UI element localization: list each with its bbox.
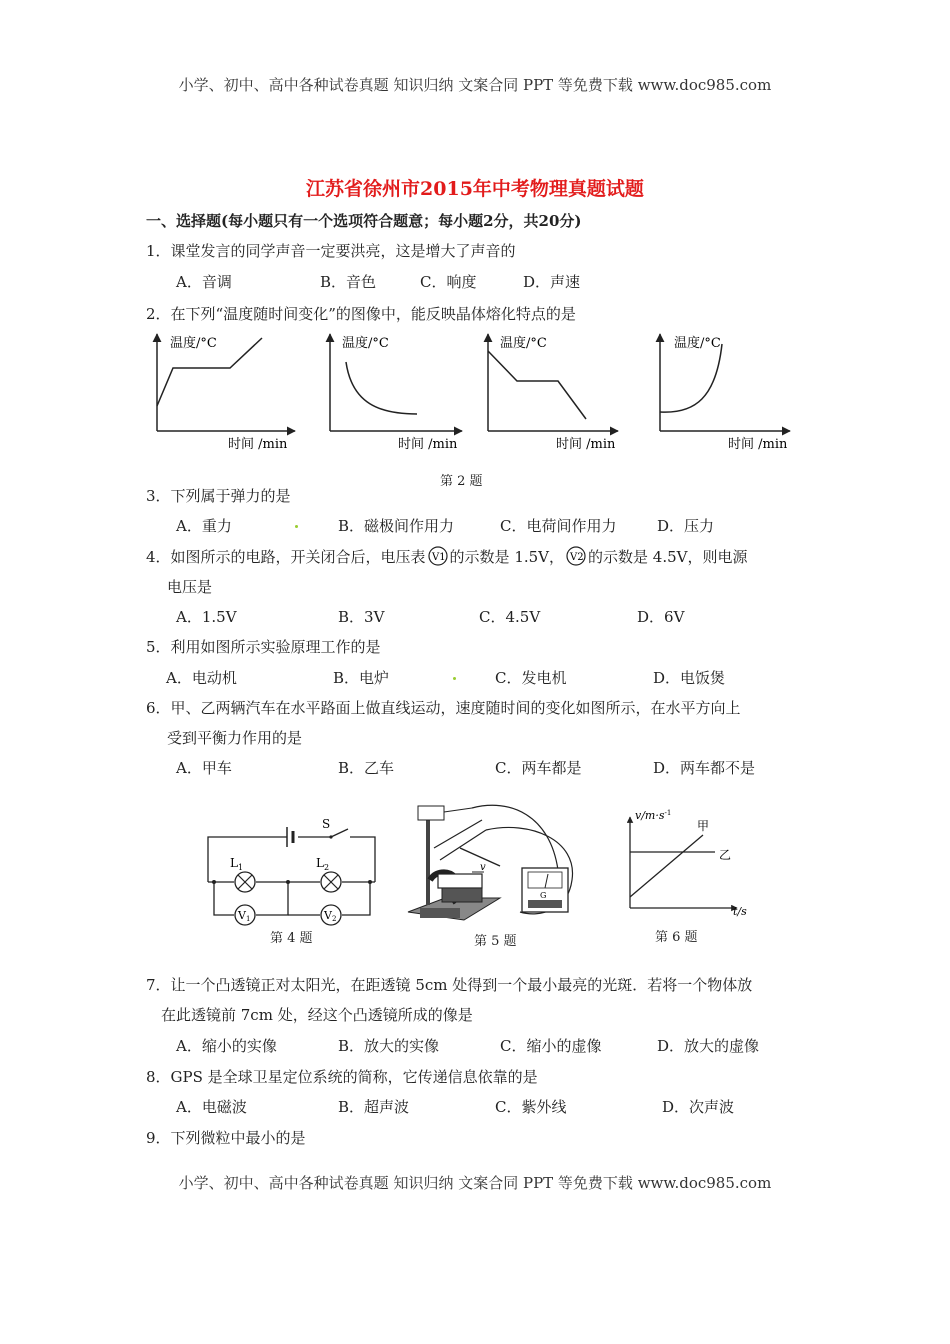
- question-2-caption: 第 2 题: [440, 474, 483, 489]
- graph-d-ylabel: 温度/°C: [674, 336, 721, 351]
- graph-d: [660, 334, 790, 452]
- question-1-option-a: A．音调: [176, 273, 232, 291]
- question-3-option-c: C．电荷间作用力: [500, 517, 617, 535]
- page-footer: 小学、初中、高中各种试卷真题 知识归纳 文案合同 PPT 等免费下载 www.doc985.com: [178, 1174, 772, 1192]
- question-1-option-b: B．音色: [320, 273, 377, 291]
- page-title: 江苏省徐州市2015年中考物理真题试题: [306, 178, 644, 200]
- question-8-stem: 8．GPS 是全球卫星定位系统的简称，它传递信息依靠的是: [146, 1068, 538, 1086]
- svg-text:L2: $L_2$: [316, 856, 330, 872]
- question-2-stem: 2．在下列“温度随时间变化”的图像中，能反映晶体熔化特点的是: [146, 305, 576, 323]
- graph-a-xlabel: 时间 /min: [228, 437, 288, 452]
- question-7-option-d: D．放大的虚像: [657, 1037, 760, 1055]
- question-7-option-a: A．缩小的实像: [176, 1037, 277, 1055]
- graph-b: [330, 334, 462, 452]
- question-3-stem: 3．下列属于弹力的是: [146, 487, 291, 505]
- question-6-stem-continued: 受到平衡力作用的是: [167, 729, 303, 747]
- figure-5-apparatus: [400, 800, 605, 925]
- question-5-stem: 5．利用如图所示实验原理工作的是: [146, 638, 381, 656]
- question-7-stem: 7．让一个凸透镜正对太阳光，在距透镜 5cm 处得到一个最小最亮的光斑．若将一个物体放: [146, 976, 753, 994]
- svg-text:V1: V1: [238, 909, 251, 923]
- svg-text:G: G: [540, 891, 547, 900]
- question-4-option-d: D．6V: [637, 608, 685, 626]
- graph-d-curve: [660, 344, 722, 412]
- question-4-stem-part-b: 的示数是 1.5V，: [449, 547, 565, 566]
- question-7-option-b: B．放大的实像: [338, 1037, 440, 1055]
- decorative-dot: [453, 677, 456, 680]
- svg-text:乙: 乙: [719, 848, 732, 862]
- section-heading: 一、选择题(每小题只有一个选项符合题意；每小题2分，共20分): [146, 212, 582, 230]
- graph-d-xlabel: 时间 /min: [728, 437, 788, 452]
- graph-b-ylabel: 温度/°C: [342, 336, 389, 351]
- question-4-stem-part-a: 4．如图所示的电路，开关闭合后，电压表: [146, 547, 426, 566]
- question-6-option-c: C．两车都是: [495, 759, 582, 777]
- graph-a: [157, 334, 295, 452]
- svg-text:V2: V2: [570, 552, 584, 563]
- question-6-option-b: B．乙车: [338, 759, 395, 777]
- question-7-option-c: C．缩小的虚像: [500, 1037, 602, 1055]
- svg-text:V2: V2: [324, 909, 337, 923]
- svg-text:L1: $L_1$: [230, 856, 244, 872]
- question-4-stem: [146, 545, 747, 567]
- decorative-dot: [295, 525, 298, 528]
- question-1-option-c: C．响度: [420, 273, 477, 291]
- question-3-option-b: B．磁极间作用力: [338, 517, 455, 535]
- svg-text:甲: 甲: [697, 819, 710, 833]
- question-4-option-a: A．1.5V: [176, 608, 237, 626]
- question-1-stem: 1．课堂发言的同学声音一定要洪亮，这是增大了声音的: [146, 242, 516, 260]
- svg-text:V1: V1: [431, 552, 446, 563]
- svg-text:S: S: [322, 817, 331, 831]
- question-4-stem-part-c: 的示数是 4.5V，则电源: [588, 547, 748, 566]
- svg-text:v: v: [480, 862, 486, 873]
- question-1-option-d: D．声速: [523, 273, 581, 291]
- line-jia: [630, 835, 703, 897]
- question-5-option-a: A．电动机: [166, 669, 237, 687]
- stand-rod: [426, 820, 430, 905]
- question-4-option-b: B．3V: [338, 608, 385, 626]
- question-8-option-a: A．电磁波: [176, 1098, 247, 1116]
- graph-b-xlabel: 时间 /min: [398, 437, 458, 452]
- question-5-option-c: C．发电机: [495, 669, 567, 687]
- graph-c-xlabel: 时间 /min: [556, 437, 616, 452]
- voltmeter-v1-icon: [427, 545, 449, 567]
- bulb-l2: [321, 872, 341, 892]
- figure-6-vt-graph: [615, 805, 765, 920]
- voltmeter-v2: [321, 905, 341, 925]
- voltmeter-v1: [235, 905, 255, 925]
- figure-5-caption: 第 5 题: [474, 934, 517, 949]
- switch: [331, 829, 348, 837]
- figure-4-circuit: [200, 815, 385, 945]
- svg-text:t/s: t/s: [733, 905, 747, 918]
- question-5-option-d: D．电饭煲: [653, 669, 726, 687]
- question-4-option-c: C．4.5V: [479, 608, 541, 626]
- graph-a-ylabel: 温度/°C: [170, 336, 217, 351]
- graph-b-curve: [346, 362, 417, 414]
- figure-6-caption: 第 6 题: [655, 930, 698, 945]
- magnet-block: [438, 874, 482, 888]
- question-8-option-d: D．次声波: [662, 1098, 735, 1116]
- graph-c: [488, 334, 618, 452]
- question-9-stem: 9．下列微粒中最小的是: [146, 1129, 306, 1147]
- question-3-option-a: A．重力: [176, 517, 232, 535]
- question-7-stem-continued: 在此透镜前 7cm 处，经这个凸透镜所成的像是: [161, 1006, 473, 1024]
- question-3-option-d: D．压力: [657, 517, 715, 535]
- graph-c-ylabel: 温度/°C: [500, 336, 547, 351]
- question-5-option-b: B．电炉: [333, 669, 390, 687]
- question-8-option-b: B．超声波: [338, 1098, 410, 1116]
- page-header: 小学、初中、高中各种试卷真题 知识归纳 文案合同 PPT 等免费下载 www.doc985.com: [178, 76, 772, 94]
- question-6-stem: 6．甲、乙两辆汽车在水平路面上做直线运动，速度随时间的变化如图所示，在水平方向上: [146, 699, 741, 717]
- bulb-l1: [235, 872, 255, 892]
- svg-text:v/m·s-1: $v/m\cdot s^{-1}$: [635, 809, 672, 822]
- voltmeter-v2-icon: [565, 545, 587, 567]
- question-2-graphs: [140, 326, 820, 456]
- figure-4-caption: 第 4 题: [270, 931, 313, 946]
- graph-c-curve: [488, 351, 586, 419]
- galvanometer: [522, 868, 568, 912]
- question-6-option-d: D．两车都不是: [653, 759, 756, 777]
- question-8-option-c: C．紫外线: [495, 1098, 567, 1116]
- clamp: [418, 806, 444, 820]
- question-4-stem-continued: 电压是: [167, 578, 213, 596]
- question-6-option-a: A．甲车: [176, 759, 232, 777]
